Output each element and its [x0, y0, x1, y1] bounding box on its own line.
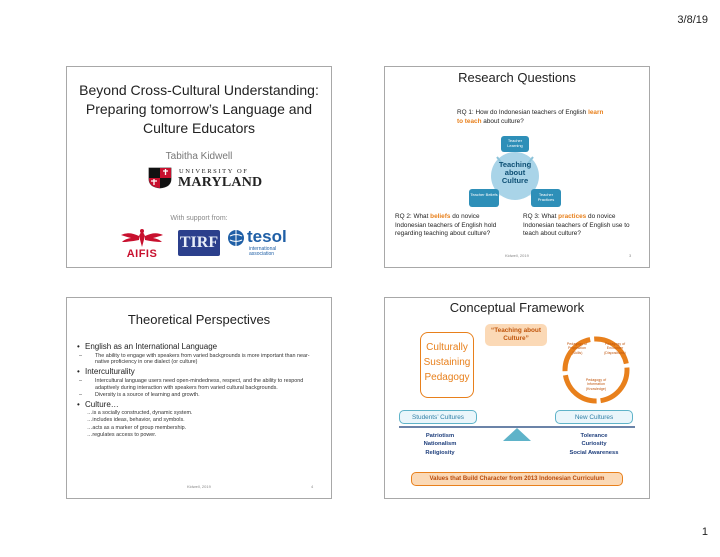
garuda-icon [119, 227, 165, 249]
culture-point: …includes ideas, behavior, and symbols. [87, 417, 185, 424]
aifis-logo [119, 227, 165, 261]
slide-number: 4 [311, 484, 314, 489]
slide-conceptual-framework [384, 297, 650, 499]
title-line-1: Beyond Cross-Cultural Understanding: [79, 82, 319, 98]
slide-heading: Research Questions [458, 70, 576, 85]
culturally-sustaining-pedagogy-box: Culturally Sustaining Pedagogy [420, 332, 474, 398]
university-of-label: UNIVERSITY OF [179, 168, 249, 175]
sub-bullet-item: – Intercultural language users need open-mindedness, respect, and the ability to respond adaptively during interaction with speakers from varied cultural backgrounds. [77, 378, 323, 390]
slide-footer: Kidwell, 2019 [505, 253, 529, 258]
pedagogy-proposition: Pedagogy of Proposition (Skills) [566, 342, 588, 355]
university-name: MARYLAND [178, 175, 263, 190]
center-label: Teaching about Culture [498, 160, 532, 185]
title-line-3: Culture Educators [142, 120, 256, 136]
globe-icon [227, 229, 245, 247]
support-label: With support from: [170, 215, 228, 222]
tesol-logo [227, 227, 299, 261]
slide-footer: Kidwell, 2019 [187, 484, 211, 489]
pedagogy-encounter: Pedagogy of Encounter (Dispositions) [604, 342, 626, 355]
culture-point: …is a socially constructed, dynamic system. [87, 410, 193, 417]
tesol-subtitle-1: international [249, 246, 277, 252]
bullet-list [77, 340, 323, 440]
curriculum-values-banner: Values that Build Character from 2013 Indonesian Curriculum [411, 472, 623, 486]
bullet-item: • Interculturality [77, 367, 323, 377]
tirf-logo [178, 230, 220, 256]
presentation-title [67, 81, 331, 138]
value-item: Nationalism [423, 441, 457, 448]
culture-point: …acts as a marker of group membership. [87, 424, 187, 431]
aifis-label: AIFIS [126, 248, 158, 260]
pedagogy-information: Pedagogy of Information (Knowledge) [585, 378, 607, 391]
tirf-label: TIRF [179, 234, 219, 251]
slide-heading: Conceptual Framework [449, 300, 585, 315]
bullet-item: • English as an International Language [77, 342, 323, 352]
tesol-subtitle-2: association [249, 251, 275, 257]
rq1-text: RQ 1: How do Indonesian teachers of English learn to teach about culture? [457, 109, 604, 125]
value-item: Religiosity [425, 449, 455, 456]
slide-research-questions [384, 66, 650, 268]
value-item: Tolerance [580, 433, 608, 439]
maryland-flag-icon [147, 167, 173, 189]
teacher-beliefs-box: Teacher Beliefs [469, 189, 499, 207]
new-values-list [555, 432, 633, 457]
rq2-text: RQ 2: What beliefs do novice Indonesian teachers of English hold regarding teaching about culture? [395, 213, 497, 238]
sub-bullet-item: – Diversity is a source of learning and growth. [77, 392, 323, 398]
teaching-about-culture-diagram [467, 135, 563, 211]
title-line-2: Preparing tomorrow’s Language and [85, 101, 313, 117]
students-values-list [405, 432, 475, 457]
teacher-practices-box: Teacher Practices [531, 189, 561, 207]
sub-bullet-item: – The ability to engage with speakers from varied backgrounds is more important than near-native proficiency in one dialect (or culture) [77, 353, 323, 365]
pedagogy-cycle [557, 330, 635, 412]
value-item: Social Awareness [569, 449, 619, 456]
rq3-text: RQ 3: What practices do novice Indonesian teachers of English use to teach about culture? [523, 213, 630, 238]
value-item: Patriotism [425, 433, 455, 439]
new-cultures-box: New Cultures [555, 410, 633, 424]
slide-number: 3 [629, 253, 632, 258]
header-date: 3/8/19 [677, 14, 708, 26]
students-cultures-box: Students’ Cultures [399, 410, 477, 424]
teacher-learning-box: Teacher Learning [501, 136, 529, 152]
tesol-label: tesol [247, 227, 287, 246]
bullet-item: • Culture… [77, 400, 323, 410]
teaching-about-culture-quote: “Teaching about Culture” [485, 324, 547, 346]
culture-point: …regulates access to power. [87, 432, 157, 439]
value-item: Curiosity [581, 441, 607, 448]
slide-heading: Theoretical Perspectives [127, 312, 271, 327]
page-number: 1 [701, 526, 708, 538]
slide-theoretical-perspectives [66, 297, 332, 499]
author-name: Tabitha Kidwell [165, 151, 233, 162]
slide-title [66, 66, 332, 268]
